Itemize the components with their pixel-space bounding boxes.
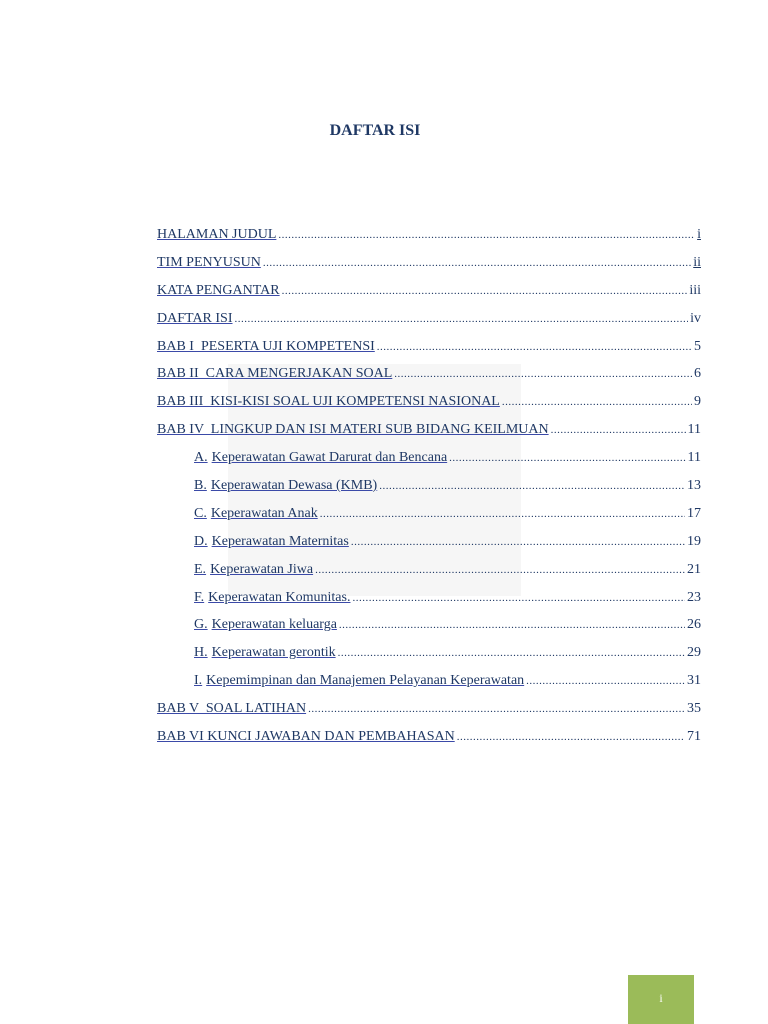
- toc-entry[interactable]: [157, 366, 701, 394]
- toc-entry[interactable]: [157, 283, 701, 311]
- toc-entry-page[interactable]: 19: [687, 533, 701, 549]
- dot-leader: [379, 480, 685, 492]
- toc-entry[interactable]: [157, 534, 701, 562]
- toc-entry[interactable]: [157, 673, 701, 701]
- toc-entry-letter[interactable]: E.: [194, 561, 207, 577]
- dot-leader: [394, 368, 692, 380]
- toc-entry[interactable]: [157, 506, 701, 534]
- dot-leader: [338, 647, 685, 659]
- toc-entry-page[interactable]: 11: [687, 422, 701, 438]
- toc-entry-page[interactable]: 29: [687, 645, 701, 661]
- toc-entry-page[interactable]: iii: [689, 282, 701, 298]
- toc-entry-label[interactable]: Keperawatan Maternitas: [211, 533, 349, 549]
- dot-leader: [320, 508, 685, 520]
- page-number-footer: i: [628, 975, 694, 1024]
- toc-entry-label[interactable]: TIM PENYUSUN: [157, 254, 261, 270]
- dot-leader: [352, 592, 685, 604]
- toc-entry-label[interactable]: Keperawatan Anak: [210, 505, 318, 521]
- toc-entry-page[interactable]: 21: [687, 561, 701, 577]
- toc-entry-letter[interactable]: G.: [194, 617, 208, 633]
- dot-leader: [315, 564, 685, 576]
- toc-entry[interactable]: [157, 394, 701, 422]
- dot-leader: [263, 257, 691, 269]
- toc-entry-label[interactable]: BAB V SOAL LATIHAN: [157, 701, 307, 717]
- toc-entry-page[interactable]: 71: [687, 729, 701, 745]
- toc-entry-page[interactable]: 6: [694, 366, 701, 382]
- toc-entry-page[interactable]: 35: [687, 701, 701, 717]
- toc-entry-letter[interactable]: F.: [194, 589, 205, 605]
- dot-leader: [377, 341, 692, 353]
- toc-entry-label[interactable]: BAB VI KUNCI JAWABAN DAN PEMBAHASAN: [157, 729, 455, 745]
- toc-entry-label[interactable]: BAB I PESERTA UJI KOMPETENSI: [157, 338, 375, 354]
- toc-entry-page[interactable]: 11: [687, 450, 701, 466]
- dot-leader: [282, 285, 688, 297]
- toc-entry-letter[interactable]: H.: [194, 645, 208, 661]
- dot-leader: [457, 731, 685, 743]
- toc-entry-label[interactable]: BAB III KISI-KISI SOAL UJI KOMPETENSI NASIONAL: [157, 394, 500, 410]
- page-title: DAFTAR ISI: [329, 122, 421, 139]
- dot-leader: [278, 229, 695, 241]
- toc-entry-label[interactable]: Keperawatan keluarga: [211, 617, 337, 633]
- toc-entry-label[interactable]: Keperawatan gerontik: [211, 645, 336, 661]
- toc-entry-letter[interactable]: I.: [194, 673, 203, 689]
- toc-entry-letter[interactable]: D.: [194, 533, 208, 549]
- toc-entry[interactable]: [157, 729, 701, 757]
- toc-entry-page[interactable]: 17: [687, 505, 701, 521]
- toc-entry[interactable]: [157, 562, 701, 590]
- toc-entry[interactable]: [157, 617, 701, 645]
- toc-entry-page[interactable]: ii: [693, 254, 701, 270]
- toc-entry-page[interactable]: 13: [687, 478, 701, 494]
- toc-entry[interactable]: [157, 590, 701, 618]
- toc-entry-label[interactable]: Keperawatan Jiwa: [210, 561, 314, 577]
- dot-leader: [235, 313, 689, 325]
- toc-entry-page[interactable]: 31: [687, 673, 701, 689]
- toc-entry-label[interactable]: HALAMAN JUDUL: [157, 227, 277, 242]
- dot-leader: [551, 424, 686, 436]
- table-of-contents: [157, 227, 701, 757]
- toc-entry-page[interactable]: 23: [687, 589, 701, 605]
- toc-entry[interactable]: [157, 227, 701, 255]
- toc-entry-letter[interactable]: A.: [194, 450, 208, 466]
- dot-leader: [526, 675, 685, 687]
- toc-entry[interactable]: [157, 478, 701, 506]
- toc-entry[interactable]: [157, 450, 701, 478]
- toc-entry-label[interactable]: Keperawatan Gawat Darurat dan Bencana: [211, 450, 448, 466]
- toc-entry-letter[interactable]: C.: [194, 505, 207, 521]
- dot-leader: [339, 619, 685, 631]
- toc-entry[interactable]: [157, 311, 701, 339]
- dot-leader: [502, 396, 692, 408]
- toc-entry-letter[interactable]: B.: [194, 478, 207, 494]
- toc-entry[interactable]: [157, 339, 701, 367]
- toc-entry[interactable]: [157, 701, 701, 729]
- toc-entry-page[interactable]: 9: [694, 394, 701, 410]
- toc-entry-page[interactable]: iv: [690, 310, 701, 326]
- dot-leader: [351, 536, 685, 548]
- toc-entry-label[interactable]: KATA PENGANTAR: [157, 282, 280, 298]
- toc-entry-label[interactable]: Keperawatan Komunitas.: [208, 589, 351, 605]
- toc-entry[interactable]: [157, 645, 701, 673]
- toc-entry-page[interactable]: i: [697, 227, 701, 242]
- dot-leader: [308, 703, 685, 715]
- toc-entry[interactable]: [157, 422, 701, 450]
- toc-entry-page[interactable]: 5: [694, 338, 701, 354]
- toc-entry-label[interactable]: BAB IV LINGKUP DAN ISI MATERI SUB BIDANG KEILMUAN: [157, 422, 549, 438]
- toc-entry-label[interactable]: DAFTAR ISI: [157, 310, 233, 326]
- toc-entry-label[interactable]: BAB II CARA MENGERJAKAN SOAL: [157, 366, 393, 382]
- toc-entry-label[interactable]: Keperawatan Dewasa (KMB): [210, 478, 378, 494]
- dot-leader: [449, 452, 685, 464]
- toc-entry-label[interactable]: Kepemimpinan dan Manajemen Pelayanan Keperawatan: [206, 673, 525, 689]
- toc-entry-page[interactable]: 26: [687, 617, 701, 633]
- toc-entry[interactable]: [157, 255, 701, 283]
